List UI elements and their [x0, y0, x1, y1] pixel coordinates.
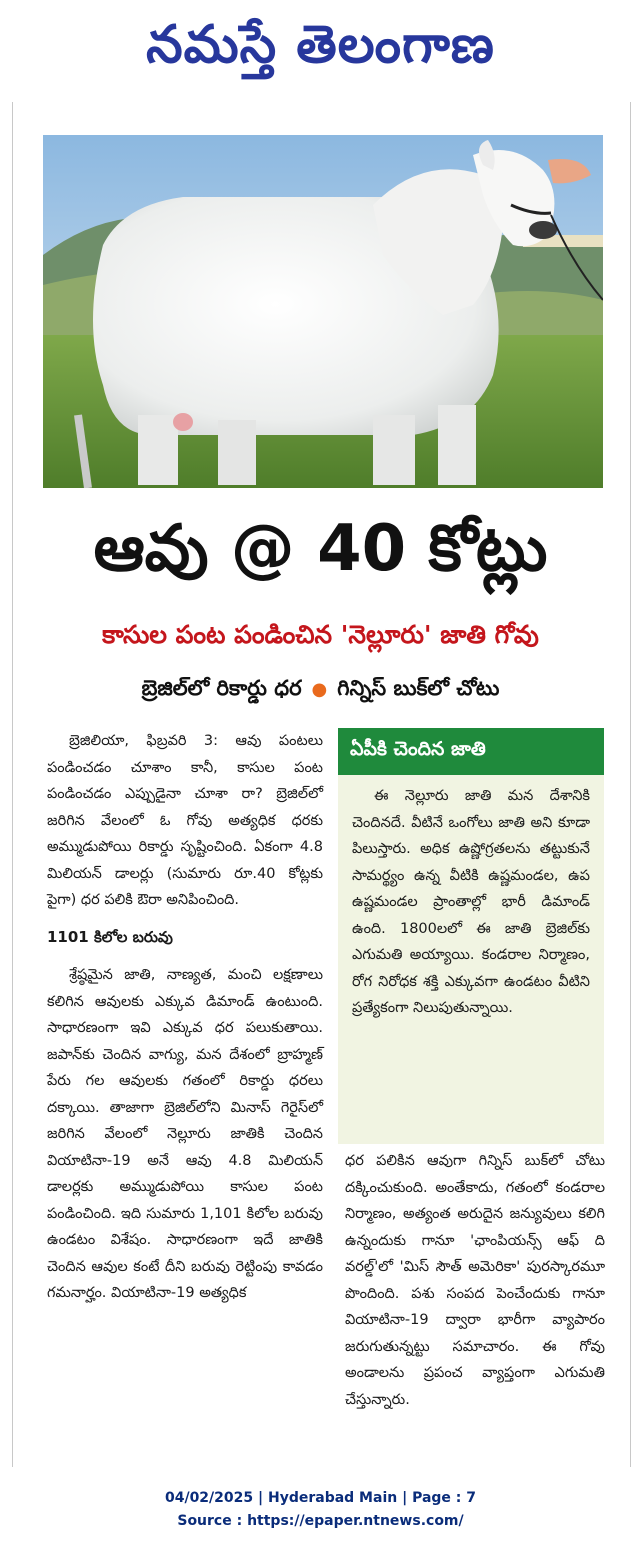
tagline-left: బ్రెజిల్‌లో రికార్డు ధర: [141, 676, 302, 700]
body-paragraph: శ్రేష్ఠమైన జాతి, నాణ్యత, మంచి లక్షణాలు కలిగిన ఆవులకు ఎక్కువ డిమాండ్ ఉంటుంది. సాధారణంగా ఇవి ఎక్కువ ధర పలుకుతాయి. జపాన్‌కు చెందిన వాగ్యు, మన దేశంలో బ్రాహ్మణ్ పేరు గల ఆవులకు గతంలో రికార్డు ధరలు దక్కాయి. తాజాగా బ్రెజిల్‌లోని మినాస్ గెరైస్‌లో జరిగిన వేలంలో నెల్లూరు జాతికి చెందిన వియాటినా-19 అనే ఆవు 4.8 మిలియన్ డాలర్లకు అమ్ముడుపోయి కాసుల పంట పండించింది. ఇది సుమారు 1,101 కిలోల బరువు ఉండటం విశేషం. సాధారణంగా ఇదే జాతికి చెందిన ఆవుల కంటే దీని బరువు రెట్టింపు కావడం గమనార్హం. వియాటినా-19 అత్యధిక: [47, 967, 323, 1301]
right-column: [345, 1148, 605, 1421]
section-subheading: 1101 కిలోల బరువు: [47, 927, 173, 946]
masthead: [0, 0, 641, 92]
bullet-icon: ●: [311, 679, 328, 700]
cow-photo: [43, 135, 603, 488]
tagline-right: గిన్నిస్ బుక్‌లో చోటు: [337, 676, 500, 700]
masthead-title: నమస్తే తెలంగాణ: [146, 14, 495, 75]
sidebar-box: [338, 728, 604, 1144]
sidebar-box-title: ఏపీకి చెందిన జాతి: [338, 728, 604, 775]
headline: ఆవు @ 40 కోట్లు: [93, 512, 548, 586]
sidebar-box-body: [338, 775, 604, 1022]
cow-photo-illustration: [43, 135, 603, 488]
subheadline: కాసుల పంట పండించిన 'నెల్లూరు' జాతి గోవు: [102, 620, 539, 649]
footer-date-line: 04/02/2025 | Hyderabad Main | Page : 7: [164, 1490, 477, 1506]
continued-paragraph: ధర పలికిన ఆవుగా గిన్నిస్ బుక్‌లో చోటు దక్కించుకుంది. అంతేకాదు, గతంలో కండరాల నిర్మాణం, అత్యంత అరుదైన జన్యువులు కలిగి ఉన్నందుకు గానూ 'ఛాంపియన్స్ ఆఫ్ ది వరల్డ్'లో 'మిస్ సౌత్ అమెరికా' పురస్కారమూ పొందింది. పశు సంపద పెంచేందుకు గానూ వియాటినా-19 ద్వారా భారీగా వ్యాపారం జరుగుతున్నట్టు సమాచారం. ఈ గోవు అండాలను ప్రపంచ వ్యాప్తంగా ఎగుమతి చేస్తున్నారు.: [345, 1153, 605, 1408]
tagline: [0, 676, 641, 706]
sidebar-box-paragraph: ఈ నెల్లూరు జాతి మన దేశానికి చెందినదే. వీటినే ఒంగోలు జాతి అని కూడా పిలుస్తారు. అధిక ఉష్ణోగ్రతలను తట్టుకునే సామర్థ్యం ఉన్న వీటికి ఉష్ణమండల, ఉప ఉష్ణమండల ప్రాంతాల్లో భారీ డిమాండ్ ఉంది. 1800లలో ఈ జాతి బ్రెజిల్‌కు ఎగుమతి అయ్యాయి. కండరాల నిర్మాణం, రోగ నిరోధక శక్తి ఎక్కువగా ఉండటం వీటిని ప్రత్యేకంగా నిలుపుతున్నాయి.: [352, 788, 590, 1016]
footer-source-line[interactable]: Source : https://epaper.ntnews.com/: [177, 1513, 464, 1529]
footer: [0, 1487, 641, 1533]
left-column: [47, 728, 323, 1315]
intro-paragraph: బ్రెజిలియా, ఫిబ్రవరి 3: ఆవు పంటలు పండించడం చూశాం కానీ, కాసుల పంట పండించడం ఎప్పుడైనా చూశా రా? బ్రెజిల్‌లో జరిగిన వేలంలో ఓ గోవు అత్యధిక ధరకు అమ్ముడుపోయి రికార్డు సృష్టించింది. ఏకంగా 4.8 మిలియన్ డాలర్లు (సుమారు రూ.40 కోట్లకు పైగా) ధర పలికి ఔరా అనిపించింది.: [47, 733, 323, 908]
